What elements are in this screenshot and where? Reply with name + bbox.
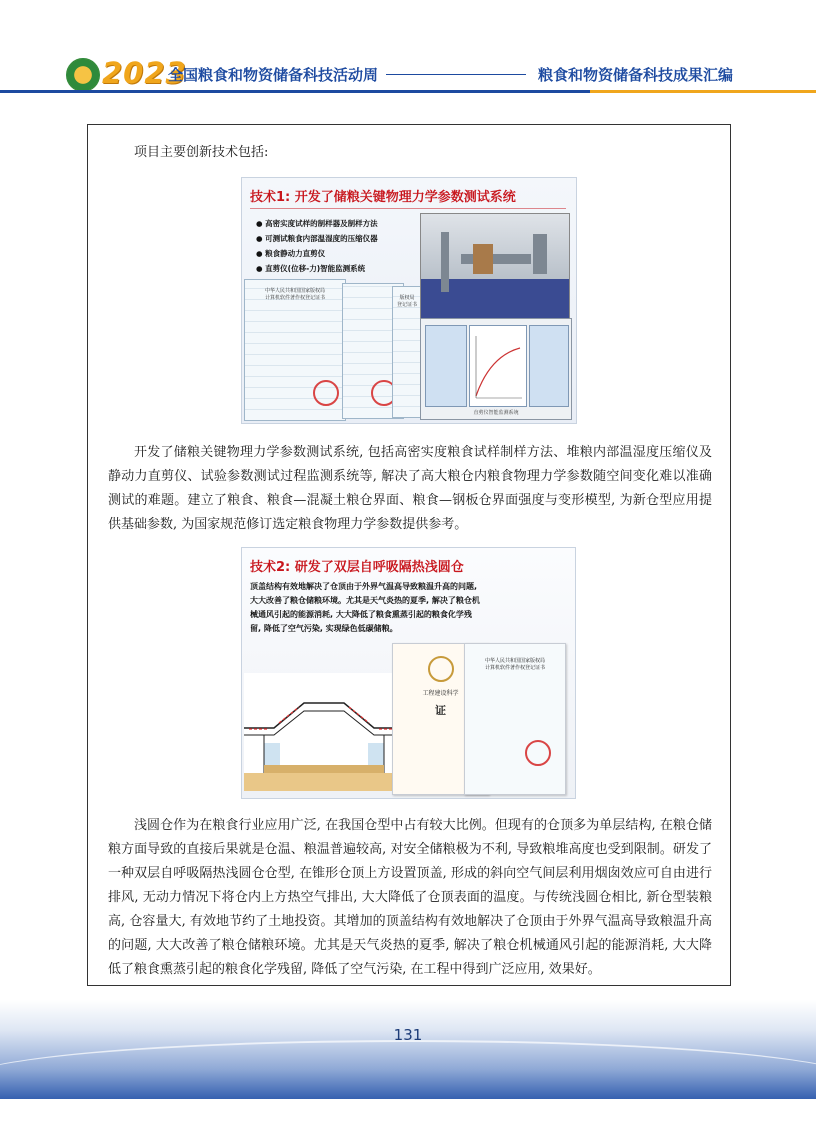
figure1-bullet: ● 粮食静动力直剪仪 (256, 248, 325, 259)
figure2-text: 顶盖结构有效地解决了仓顶由于外界气温高导致粮温升高的问题, 大大改善了粮仓储粮环境。尤其是天气炎热的夏季, 解决了粮仓机械通风引起的能源消耗, 大大降低了粮食熏蒸引起的粮食化学残留, 降低了空气污染, 实现绿色低碳储粮。 (250, 582, 480, 633)
paragraph-technology-2: 浅圆仓作为在粮食行业应用广泛, 在我国仓型中占有较大比例。但现有的仓顶多为单层结构, 在粮仓储粮方面导致的直接后果就是仓温、粮温普遍较高, 对安全储粮极为不利, 导致粮堆高度也受到限制。研发了一种双层自呼吸隔热浅圆仓仓型, 在锥形仓顶上方设置顶盖, 形成的斜向空气间层利用烟囱效应可自由进行排风, 无动力情况下将仓内上方热空气排出, 大大降低了仓顶表面的温度。与传统浅圆仓相比, 新仓型装粮高, 仓容量大, 有效地节约了土地投资。其增加的顶盖结构有效地解决了仓顶由于外界气温高导致粮温升高的问题, 大大改善了粮仓储粮环境。尤其是天气炎热的夏季, 解决了粮仓机械通风引起的能源消耗, 大大降低了粮食熏蒸引起的粮食化学残留, 降低了空气污染, 在工程中得到广泛应用, 效果好。 (108, 818, 712, 977)
header-title: 全国粮食和物资储备科技活动周 (168, 66, 379, 84)
emblem-icon (428, 656, 454, 682)
figure-technology-2 (241, 547, 576, 799)
header-year: 2023 (102, 56, 187, 90)
monitoring-software-screenshot (420, 318, 572, 420)
page-footer (0, 1000, 816, 1099)
red-seal-icon (313, 380, 339, 406)
paragraph-technology-1: 开发了储粮关键物理力学参数测试系统, 包括高密实度粮食试样制样方法、堆粮内部温湿度压缩仪及静动力直剪仪、试验参数测试过程监测系统等, 解决了高大粮仓内粮食物理力学参数随空间变化难以准确测试的难题。建立了粮食、粮食—混凝土粮仓界面、粮食—钢板仓界面强度与变形模型, 为新仓型应用提供基础参数, 为国家规范修订选定粮食物理力学参数提供参考。 (108, 445, 712, 532)
certificate-title: 中华人民共和国国家版权局 计算机软件著作权登记证书 (484, 658, 545, 671)
header-right-title: 粮食和物资储备科技成果汇编 (538, 66, 734, 84)
figure1-bullet: ● 可测试粮食内部温湿度的压缩仪器 (256, 233, 378, 244)
grain-logo-icon (66, 58, 100, 92)
header-bar-blue (0, 90, 590, 93)
page-number: 131 (393, 1026, 423, 1044)
figure1-title: 技术1: 开发了储粮关键物理力学参数测试系统 (250, 190, 516, 205)
apparatus-motor (533, 234, 547, 274)
figure2-title: 技术2: 研发了双层自呼吸隔热浅圆仓 (250, 560, 464, 575)
software-panel (425, 325, 467, 407)
intro-text: 项目主要创新技术包括: (134, 145, 269, 160)
header-divider (386, 74, 526, 75)
software-copyright-certificate (464, 643, 566, 795)
software-copyright-certificate (392, 286, 422, 418)
figure1-title-underline (250, 208, 566, 209)
direct-shear-apparatus-photo (420, 213, 570, 323)
apparatus-beam (461, 254, 531, 264)
software-chart-panel (469, 325, 527, 407)
curve-chart-icon (470, 326, 526, 406)
page-header (0, 52, 816, 98)
silo-roof-diagram (244, 673, 404, 791)
certificate-title: 工程建设科学 (422, 690, 459, 697)
apparatus-column (441, 232, 449, 292)
figure1-bullet: ● 高密实度试样的制样器及制样方法 (256, 218, 378, 229)
figure-technology-1 (241, 177, 577, 424)
software-copyright-certificate (244, 279, 346, 421)
apparatus-shear-box (473, 244, 493, 274)
header-bar-orange (590, 90, 816, 93)
screen-caption: 直剪仪智能监测系统 (473, 410, 519, 416)
certificate-char: 证 (435, 704, 446, 717)
decorative-wave (0, 1040, 816, 1122)
software-panel (529, 325, 569, 407)
certificate-title: 中华人民共和国国家版权局 计算机软件著作权登记证书 (264, 288, 325, 301)
figure1-bullet: ● 直剪仪(位移-力)智能监测系统 (256, 263, 365, 274)
certificate-title: 版权局 登记证书 (396, 295, 417, 308)
red-seal-icon (525, 740, 551, 766)
